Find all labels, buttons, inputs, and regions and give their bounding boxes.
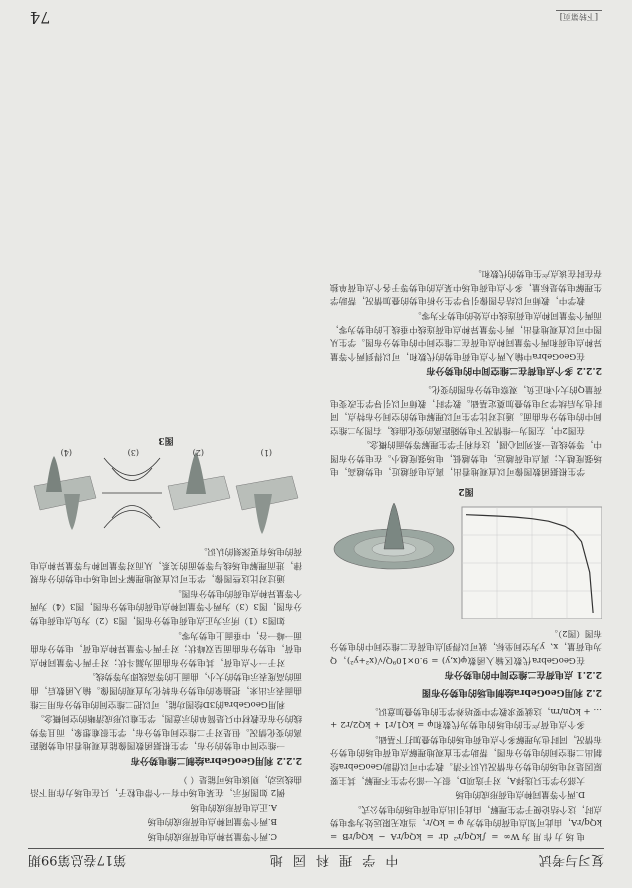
figure-3-panel-4 <box>34 456 96 530</box>
paragraph: 通过对比这些图像，学生可以直观地理解不同电场中电势的分布规律，进而理解电场线与等势面的关系，从而对等量同种与等量异种点电荷的电场有更深刻的认识。 <box>30 546 302 584</box>
figure-3-panel-1 <box>236 476 298 534</box>
section-heading: 2.2 利用GeoGebra绘制电场的电势分布图 <box>421 687 602 699</box>
left-column <box>330 265 602 842</box>
answer-option: A.正点电荷形成的电场 <box>190 801 277 812</box>
potential-surface <box>334 503 454 569</box>
paragraph: 对于一个点电荷，其电势分布曲面为漏斗状；对于两个等量同种点电荷，电势分布曲面呈双峰状；对于两个等量异种点电荷，电势分布曲面一峰一谷，中垂面上电势为零。 <box>30 629 302 667</box>
header-issue-label: 第17卷总第99期 <box>28 852 127 867</box>
paragraph: 教学中，教师可以结合图像引导学生分析电势的叠加情况，帮助学生理解电势是标量，多个点电荷电场中某点的电势等于各个点电荷单独存在时在该点产生电势的代数和。 <box>330 268 602 306</box>
figure-3-graphics <box>30 448 302 538</box>
figure-2-caption: 图2 <box>458 486 474 497</box>
paragraph: D.两个等量同种点电荷形成的电场 <box>455 789 585 800</box>
panel-label: (3) <box>127 447 139 457</box>
subsection-heading: 2.2.2 多个点电荷在二维空间中的电势分布 <box>426 365 602 377</box>
paragraph: 学生根据函数图像可以直观地看出，离点电荷越近，电势越高，电场强度越大；离点电荷越远，电势越低，电场强度越小。在电势分布图中，等势线是一系列同心圆，这有利于学生理解等势面的概念。 <box>330 439 602 477</box>
subsection-heading: 2.2.1 点电荷在二维空间中的电势分布 <box>444 669 602 681</box>
subsection-heading: 2.2.2 利用GeoGebra绘制二维电势分布 <box>130 755 302 767</box>
paragraph: 在GeoGebra中输入两个点电荷电势的代数和，可以得到两个等量异种点电荷和两个等量同种点电荷在二维空间中的电势分布图。学生从图中可以直观地看出，两个等量异种点电荷连线中垂线上的电势为零，而两个等量同种点电荷连线中点处的电势不为零。 <box>330 309 602 361</box>
example-question: 例2 如图所示，在某电场中有一个带电粒子，只在电场力作用下沿曲线运动，则该电场可能是（ ） <box>30 773 302 798</box>
panel-label: (4) <box>60 447 72 457</box>
paragraph: 一维空间中电势的分布，学生根据函数图像能直观地看出电势随距离的变化情况。但是对于二维空间电势分布，学生很难想象，而且等势线的分布在教材中只是简单的示意图，学生难以形成清晰的空间概念。 <box>30 713 302 751</box>
panel-label: (2) <box>192 447 204 457</box>
figure-3-panel-2 <box>168 452 230 510</box>
answer-option: C.两个等量异种点电荷形成的电场 <box>147 831 277 841</box>
panel-label: (1) <box>260 447 272 457</box>
page-number: 74 <box>30 8 51 27</box>
header-section-label: 复习与考试 <box>538 852 604 867</box>
paragraph: 在GeoGebra代数区输入函数φ(x,y) = 9.0×10⁹Q/√(x²+y²)，Q为电荷量，x、y为空间坐标，就可以得到点电荷在二维空间中的电势分布图（图2）。 <box>330 627 602 665</box>
answer-option: B.两个等量同种点电荷形成的电场 <box>147 816 277 827</box>
figure-3 <box>30 432 302 538</box>
continuation-note: [下转第页] <box>556 10 602 22</box>
page-footer <box>30 8 602 27</box>
paragraph: 在图2中，左图为一维情况下电势随距离的变化曲线，右图为二维空间中的电势分布曲面。通过对比学生可以理解电势的空间分布特点，同时也为后续学习电势叠加奠定基础。教学时，教师可以引导学生改变电荷量Q的大小和正负，观察电势分布图的变化。 <box>330 383 602 435</box>
header-journal-title: 中 学 理 科 园 地 <box>266 852 399 867</box>
right-column <box>30 426 302 842</box>
paragraph: 多个点电荷产生的电场的电势为代数和φ = kQ1/r1 + kQ2/r2 + … + kQn/rn，这就要求教学中要培养学生的电势叠加意识。 <box>330 705 602 730</box>
figure-2 <box>330 484 602 620</box>
paragraph: 电场力作用为W∞ = ∫kQq/r² dr = kQq/rA − kQq/rB = kQq/rA，由此可知点电荷的电势为 φ = kQ/r，当取无限远处为零电势点时，这个结论便于学生理解，由此引出点电荷电场的电势公式。 <box>330 803 602 841</box>
paragraph: 利用GeoGebra的3D绘图功能，可以把二维空间的电势分布用三维曲面表示出来，把抽象的电势分布转化为直观的图像。输入函数后，曲面的高度表示电势的大小，曲面上的等高线即为等势线。 <box>30 671 302 709</box>
running-header <box>28 848 604 876</box>
figure-3-panel-3 <box>102 458 162 528</box>
paragraph: 大部分学生只选择A，对于选项D，很大一部分学生不理解，其主要原因是对电场的电势分布情况认识不清。教学中可以借助GeoGebra绘制出二维空间的电势分布图，帮助学生直观地理解点电荷电场的电势分布情况，同时也为理解多个点电荷电场的电势叠加打下基础。 <box>330 733 602 785</box>
figure-2-graphics <box>330 499 602 619</box>
figure-3-caption: 图3 <box>158 434 174 445</box>
paragraph: 如图3（1）所示为正点电荷电势分布图，图3（2）为负点电荷电势分布图，图3（3）为两个等量同种点电荷的电势分布图，图3（4）为两个等量异种点电荷的电势分布图。 <box>30 587 302 626</box>
